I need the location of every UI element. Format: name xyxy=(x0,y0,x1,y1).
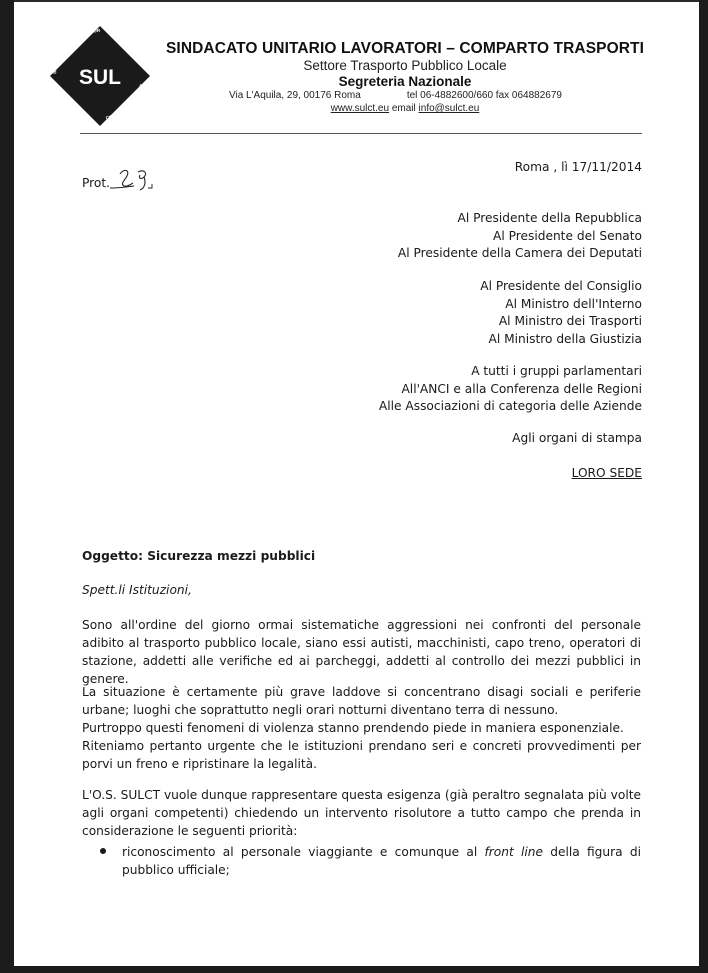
recipient-line: Al Ministro dei Trasporti xyxy=(498,314,642,329)
letter-date: Roma , lì 17/11/2014 xyxy=(514,160,642,174)
header-sector: Settore Trasporto Pubblico Locale xyxy=(303,58,507,73)
logo-arc-top: SINDACATO UNITARIO LAVOR xyxy=(52,27,101,75)
recipient-line: Alle Associazioni di categoria delle Aziende xyxy=(378,399,642,414)
protocol-label: Prot. xyxy=(82,176,110,190)
recipient-line: Al Ministro dell'Interno xyxy=(505,296,642,311)
priority-text-italic: front line xyxy=(484,845,543,859)
scan-border-right xyxy=(699,0,708,973)
header-email-link[interactable]: info@sulct.eu xyxy=(418,103,480,114)
header-divider xyxy=(80,133,642,134)
recipients-group-2 xyxy=(480,278,642,348)
header-email-label: email xyxy=(391,103,416,114)
scan-border-bottom xyxy=(0,966,708,973)
header-secretariat: Segreteria Nazionale xyxy=(338,74,472,89)
paragraph-2-line: Riteniamo pertanto urgente che le istituzioni prendano seri e concreti provvedimenti per porvi un freno e ripristinare la legalità. xyxy=(82,739,641,771)
header-website-link[interactable]: www.sulct.eu xyxy=(330,103,390,114)
bullet-icon xyxy=(100,848,106,854)
recipient-line: Agli organi di stampa xyxy=(512,431,642,445)
header-contact-line xyxy=(229,90,562,101)
recipient-line: Al Presidente del Senato xyxy=(493,228,642,243)
recipients-closing: LORO SEDE xyxy=(571,466,642,480)
recipients-group-4 xyxy=(512,430,642,448)
sul-logo xyxy=(46,22,154,130)
header-phone-fax: tel 06-4882600/660 fax 064882679 xyxy=(406,90,562,101)
letter-subject: Oggetto: Sicurezza mezzi pubblici xyxy=(82,549,316,563)
recipient-line: All'ANCI e alla Conferenza delle Regioni xyxy=(401,381,642,396)
protocol-handwritten-number xyxy=(108,166,158,194)
priority-text-start: riconoscimento al personale viaggiante e comunque al xyxy=(122,845,485,859)
header-address: Via L'Aquila, 29, 00176 Roma xyxy=(229,90,361,101)
priority-text xyxy=(122,843,641,879)
paragraph-3: L'O.S. SULCT vuole dunque rappresentare questa esigenza (già peraltro segnalata più volte agli organi competenti) chiedendo un intervento risolutore a tutto campo che prenda in considerazione le seguenti priorità: xyxy=(82,788,641,838)
recipients-group-3 xyxy=(379,363,642,416)
recipient-line: A tutti i gruppi parlamentari xyxy=(471,364,642,378)
recipients-group-1 xyxy=(398,210,642,263)
recipient-line: Al Presidente del Consiglio xyxy=(480,279,642,293)
letter-salutation: Spett.li Istituzioni, xyxy=(82,583,192,597)
recipient-line: Al Presidente della Repubblica xyxy=(457,211,642,225)
logo-arc-bottom: COMPARTO TRASPORTI xyxy=(105,83,145,121)
paragraph-1: Sono all'ordine del giorno ormai sistematiche aggressioni nei confronti del personale adibito al trasporto pubblico locale, siano essi autisti, macchinisti, capo treno, operatori di stazione, addetti alle verifiche ed ai parcheggi, addetti al controllo dei mezzi pubblici in genere. xyxy=(82,618,641,686)
header-web-line xyxy=(160,103,650,114)
paragraph-2 xyxy=(82,683,641,773)
paragraph-2-line: La situazione è certamente più grave laddove si concentrano disagi sociali e periferie urbane; luoghi che soprattutto negli orari notturni diventano terra di nessuno. xyxy=(82,685,641,717)
header-organization: SINDACATO UNITARIO LAVORATORI – COMPARTO TRASPORTI xyxy=(165,40,645,57)
priority-text-end: della figura di pubblico ufficiale; xyxy=(122,845,641,877)
recipient-line: Al Presidente della Camera dei Deputati xyxy=(397,246,642,261)
scan-border-left xyxy=(0,0,14,973)
recipient-line: Al Ministro della Giustizia xyxy=(488,331,642,346)
scan-border-top xyxy=(0,0,708,2)
paragraph-2-line: Purtroppo questi fenomeni di violenza stanno prendendo piede in maniera esponenziale. xyxy=(82,721,624,735)
logo-text: SUL xyxy=(79,66,121,89)
